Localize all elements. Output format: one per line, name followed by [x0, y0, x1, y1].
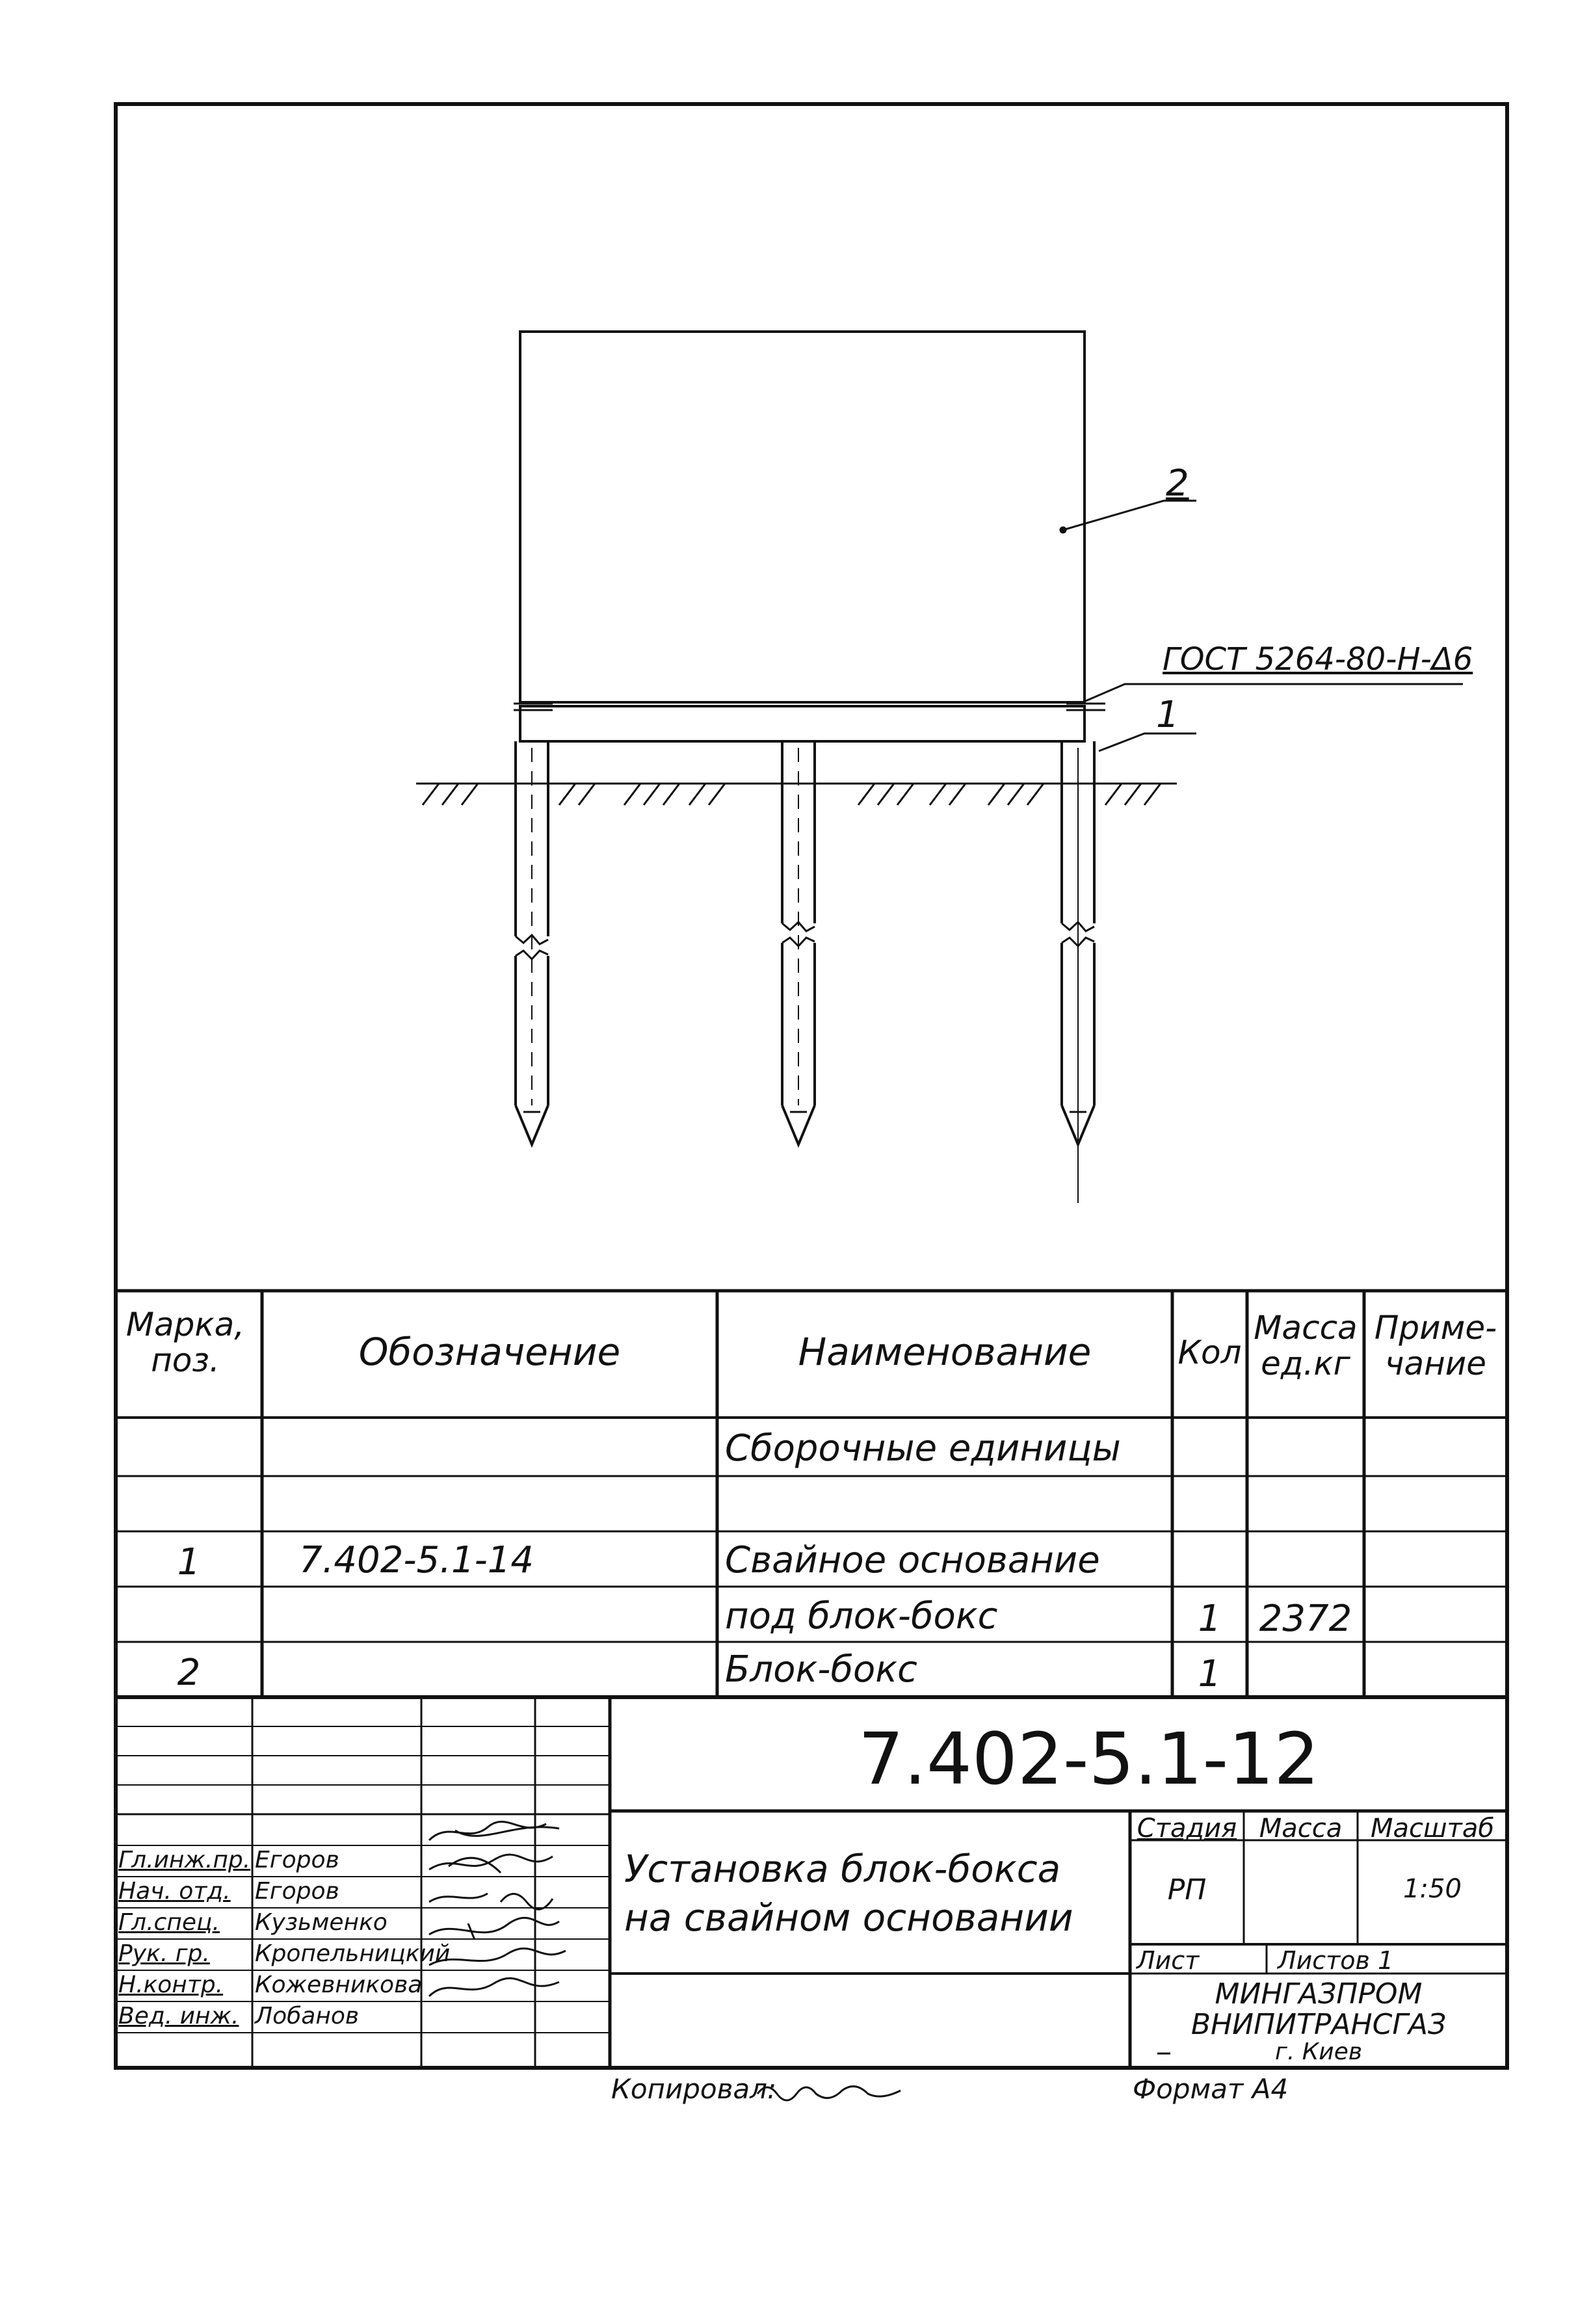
staff-name-4: Кропельницкий	[255, 1940, 451, 1967]
staff-role-2: Нач. отд.	[118, 1878, 231, 1905]
org-line-2: ВНИПИТРАНСГАЗ	[1190, 2008, 1447, 2041]
row1-mark: 1	[177, 1541, 201, 1583]
header-note: Приме- чание	[1374, 1309, 1497, 1382]
sheets-label: Листов 1	[1278, 1946, 1394, 1975]
stage-label: Стадия	[1137, 1814, 1237, 1843]
header-qty: Кол	[1177, 1334, 1242, 1371]
row3-qty: 1	[1198, 1653, 1222, 1695]
staff-name-5: Кожевникова	[255, 1972, 423, 1998]
pile-center	[782, 741, 815, 1144]
header-mass: Масса ед.кг	[1254, 1309, 1358, 1382]
row2-qty: 1	[1198, 1598, 1222, 1640]
callout-2-label: 2	[1166, 462, 1189, 505]
block-box-outline	[520, 332, 1085, 702]
leader-lines	[1060, 501, 1463, 751]
row3-mark: 2	[177, 1652, 201, 1694]
row3-name: Блок-бокс	[725, 1648, 917, 1691]
scale-value: 1:50	[1403, 1874, 1462, 1904]
base-beam	[520, 706, 1085, 741]
title-line-2: на свайном основании	[624, 1895, 1073, 1940]
staff-role-6: Вед. инж.	[118, 2003, 239, 2029]
row2-mass: 2372	[1259, 1598, 1352, 1640]
ground-hatching	[423, 784, 1161, 805]
gost-weld-note: ГОСТ 5264-80-Н-Δ6	[1163, 641, 1473, 678]
mass-label: Масса	[1259, 1814, 1343, 1843]
row1-designation: 7.402-5.1-14	[299, 1539, 534, 1581]
row1-name: Свайное основание	[725, 1539, 1100, 1581]
copied-by-label: Копировал:	[611, 2073, 777, 2105]
section-title: Сборочные единицы	[725, 1427, 1121, 1470]
header-designation: Обозначение	[358, 1330, 621, 1374]
sheet-label: Лист	[1137, 1946, 1200, 1975]
format-label: Формат А4	[1133, 2073, 1289, 2105]
staff-role-1: Гл.инж.пр.	[118, 1847, 251, 1873]
copied-by-signature	[754, 2074, 923, 2107]
row2-name: под блок-бокс	[725, 1595, 998, 1637]
stage-value: РП	[1167, 1873, 1207, 1907]
document-number: 7.402-5.1-12	[858, 1717, 1320, 1801]
staff-role-3: Гл.спец.	[118, 1909, 220, 1936]
scale-label: Масштаб	[1370, 1814, 1495, 1843]
header-mark: Марка, поз.	[125, 1306, 245, 1379]
title-line-1: Установка блок-бокса	[624, 1847, 1061, 1891]
staff-name-3: Кузьменко	[255, 1909, 388, 1936]
org-line-1: МИНГАЗПРОМ	[1215, 1977, 1423, 2011]
staff-name-6: Лобанов	[255, 2003, 360, 2029]
header-name: Наименование	[798, 1330, 1092, 1374]
pile-right	[1062, 741, 1094, 1203]
staff-role-4: Рук. гр.	[118, 1940, 210, 1967]
pile-left	[516, 741, 548, 1144]
staff-name-1: Егоров	[255, 1847, 339, 1873]
org-line-3: г. Киев	[1274, 2039, 1363, 2065]
callout-1-label: 1	[1156, 694, 1179, 736]
staff-name-2: Егоров	[255, 1878, 339, 1905]
staff-role-5: Н.контр.	[118, 1972, 224, 1998]
